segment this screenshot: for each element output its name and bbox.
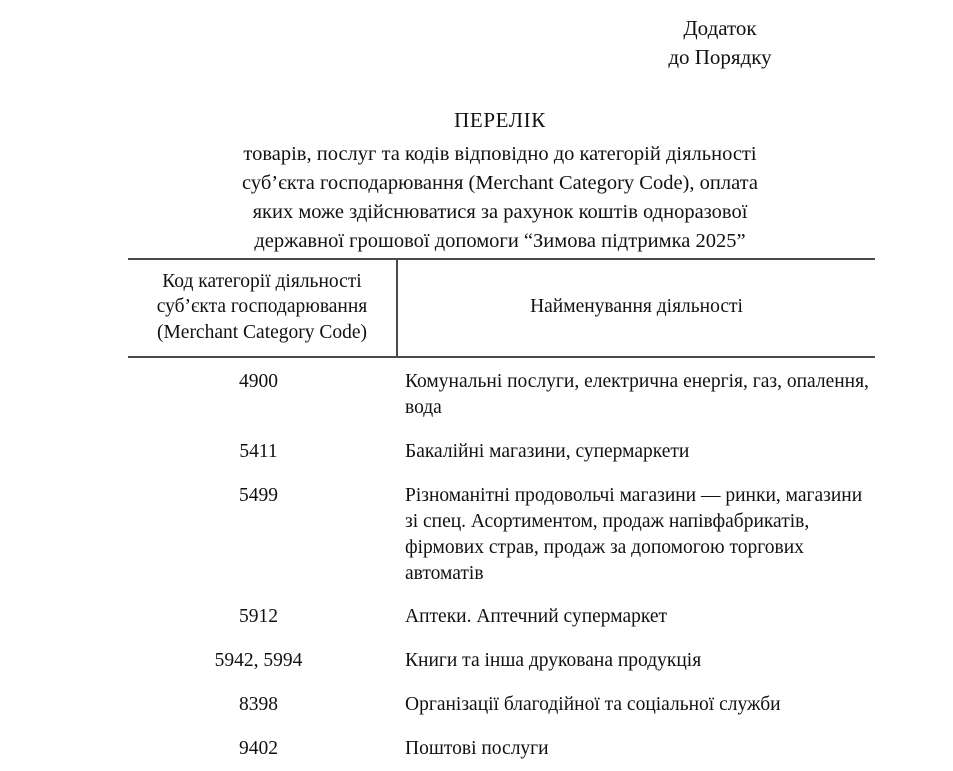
cell-activity-name: Аптеки. Аптечний супермаркет (405, 606, 668, 628)
table-row (128, 357, 875, 430)
table-header (128, 259, 875, 357)
subtitle-line: товарів, послуг та кодів відповідно до категорій діяльності (243, 143, 757, 165)
subtitle-line: суб’єкта господарювання (Merchant Category Code), оплата (242, 172, 758, 195)
appendix-line-2: до Порядку (668, 44, 772, 69)
subtitle-line: державної грошової допомоги “Зимова підтримка 2025” (254, 230, 746, 253)
cell-activity-name: Поштові послуги (405, 738, 549, 760)
table-row (128, 727, 875, 771)
table-header-row (128, 259, 875, 357)
table-row (128, 683, 875, 727)
table-row (128, 474, 875, 596)
appendix-reference (600, 14, 840, 72)
cell-activity-name: Книги та інша друкована продукція (405, 650, 702, 672)
page-title: ПЕРЕЛІК (454, 108, 546, 132)
column-header-code (128, 259, 397, 357)
column-header-code-line: Код категорії діяльності (162, 271, 362, 292)
cell-activity-name: Комунальні послуги, електрична енергія, газ, опалення, вода (405, 371, 869, 418)
cell-mcc-code: 5411 (239, 440, 278, 462)
cell-activity-name: Бакалійні магазини, супермаркети (405, 440, 690, 462)
cell-mcc-code: 4900 (239, 371, 278, 393)
cell-mcc-code: 5942, 5994 (214, 650, 303, 672)
subtitle-line: яких може здійснюватися за рахунок коштів одноразової (252, 201, 748, 224)
cell-mcc-code: 9402 (239, 738, 278, 760)
appendix-line-1: Додаток (683, 16, 757, 40)
cell-activity-name: Організації благодійної та соціальної служби (405, 694, 781, 716)
cell-activity-name: Різноманітні продовольчі магазини — ринки, магазини зі спец. Асортиментом, продаж напівфабрикатів, фірмових страв, продаж за допомогою торгових автоматів (405, 484, 863, 584)
table-body (128, 357, 875, 771)
cell-mcc-code: 5912 (239, 606, 278, 628)
column-header-code-line: суб’єкта господарювання (156, 296, 368, 318)
table-row (128, 430, 875, 474)
table-row (128, 639, 875, 683)
column-header-code-line: (Merchant Category Code) (156, 321, 368, 343)
title-block (180, 108, 820, 256)
cell-mcc-code: 5499 (239, 484, 278, 506)
column-header-name: Найменування діяльності (397, 259, 875, 357)
table-row (128, 595, 875, 639)
mcc-table (128, 258, 875, 771)
document-subtitle (180, 140, 820, 256)
cell-mcc-code: 8398 (239, 694, 278, 716)
